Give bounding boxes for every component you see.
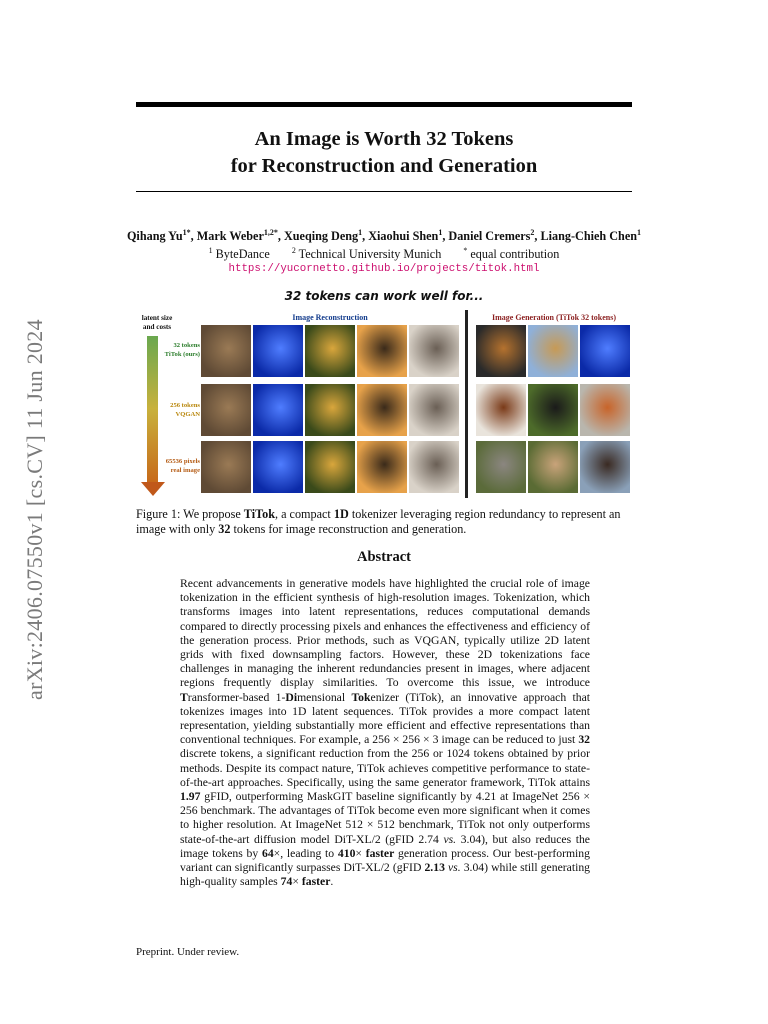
author-affiliation-mark: 1 bbox=[438, 228, 443, 237]
row-label-vqgan bbox=[142, 401, 200, 419]
abstract-emphasis: 1.97 bbox=[180, 790, 201, 804]
title-rule-bottom bbox=[136, 191, 632, 192]
abstract-text: . bbox=[330, 875, 334, 889]
affiliation-text: equal contribution bbox=[467, 247, 560, 262]
row-label-vqgan-line-2: VQGAN bbox=[175, 411, 200, 418]
author-list: Qihang $Yu^{1*}$, Mark Weber$^{1,2*}$, Xueqing Deng$^1$, Xiaohui Shen$^1$, Daniel Cremers$^2$, Liang-Chieh Chen$^1$ bbox=[126, 228, 642, 244]
project-url-link[interactable]: https://yucornetto.github.io/projects/titok.html bbox=[228, 263, 540, 275]
abstract-text: ×, leading to bbox=[273, 846, 338, 860]
caption-suffix: tokens for image reconstruction and generation. bbox=[230, 522, 467, 536]
figure-image-vintage-truck bbox=[580, 441, 630, 493]
figure-image-white-dog bbox=[409, 441, 459, 493]
row-label-vqgan-line-1: 256 tokens bbox=[170, 402, 200, 409]
abstract-emphasis: faster bbox=[301, 875, 331, 889]
abstract-emphasis: Tok bbox=[351, 690, 371, 704]
caption-mid-1: , a compact bbox=[274, 507, 334, 521]
title-rule-top bbox=[136, 102, 632, 107]
figure-image-bear bbox=[201, 325, 251, 377]
caption-count: 32 bbox=[218, 522, 231, 536]
abstract-heading: Abstract bbox=[357, 549, 411, 565]
figure-image-koala bbox=[476, 441, 526, 493]
abstract-text: 3.04) while still generating high-quality samples bbox=[180, 861, 591, 889]
author-affiliation-mark: 1,2* bbox=[263, 228, 278, 237]
figure-image-jellyfish bbox=[253, 325, 303, 377]
figure-image-sunset-beach bbox=[357, 384, 407, 436]
generation-header: Image Generation (TiTok 32 tokens) bbox=[491, 313, 616, 322]
figure-image-sunset-beach bbox=[357, 441, 407, 493]
figure-image-pineapple bbox=[305, 384, 355, 436]
abstract-emphasis: Di bbox=[285, 690, 298, 704]
author-affiliation-mark: 1 bbox=[358, 228, 363, 237]
figure-image-spaniel-dog bbox=[476, 384, 526, 436]
abstract-emphasis: faster bbox=[365, 846, 395, 860]
arxiv-sidebar-stamp: arXiv:2406.07550v1 [cs.CV] 11 Jun 2024 bbox=[22, 319, 47, 700]
figure-image-hay-bale bbox=[528, 325, 578, 377]
figure-image-bear bbox=[201, 441, 251, 493]
latent-size-line-1: latent size bbox=[141, 314, 173, 322]
figure-image-white-dog bbox=[409, 325, 459, 377]
abstract-emphasis: T bbox=[180, 690, 188, 704]
affiliation-mark: * bbox=[463, 246, 468, 255]
author-name: Daniel Cremers bbox=[448, 229, 531, 244]
title-line-2: for Reconstruction and Generation bbox=[230, 155, 538, 177]
abstract-text: discrete tokens, a significant reduction from the 256 or 1024 tokens obtained by prior methods. Despite its compact nature, TiTok achieves competitive performance to state-of-the-art approaches. Specifically, using the same generator framework, TiTok attains bbox=[180, 747, 590, 789]
figure-image-pineapple bbox=[305, 441, 355, 493]
abstract-text: × bbox=[292, 875, 302, 889]
abstract-italic: vs. bbox=[447, 861, 461, 875]
author-name: Liang-Chieh Chen bbox=[540, 229, 638, 244]
caption-mid-2: tokenizer leveraging region redundancy to represent an image with only bbox=[136, 507, 621, 536]
row-label-real-line-2: real image bbox=[170, 467, 200, 474]
row-label-real-line-1: 65536 pixels bbox=[165, 458, 200, 465]
figure-image-butterfly bbox=[528, 384, 578, 436]
author-name: Qihang Yu bbox=[126, 229, 183, 244]
affiliation-text: ByteDance bbox=[212, 247, 270, 262]
figure-image-snail bbox=[528, 441, 578, 493]
abstract-emphasis: 32 bbox=[578, 733, 590, 747]
figure-image-robin-bird bbox=[580, 384, 630, 436]
abstract-body bbox=[180, 577, 590, 889]
caption-dim: 1D bbox=[333, 507, 349, 521]
abstract-text: × bbox=[355, 846, 366, 860]
author-name: Xueqing Deng bbox=[283, 229, 359, 244]
abstract-emphasis: 64 bbox=[261, 846, 274, 860]
author-affiliation-mark: 1* bbox=[182, 228, 191, 237]
abstract-text: 3.04), but also reduces the image tokens by bbox=[180, 832, 590, 860]
figure-caption bbox=[136, 507, 636, 537]
title-line-1: An Image is Worth 32 Tokens bbox=[254, 128, 514, 150]
abstract-emphasis: 410 bbox=[337, 846, 356, 860]
row-label-titok bbox=[142, 341, 200, 359]
affiliation-text: Technical University Munich bbox=[295, 247, 442, 262]
paper-title bbox=[136, 126, 632, 180]
abstract-text: generation process. Our best-performing variant can significantly surpasses DiT-XL/2 (gFID bbox=[180, 846, 590, 875]
affiliation-mark: 1 bbox=[208, 246, 213, 255]
row-label-titok-line-2: TiTok (ours) bbox=[164, 351, 200, 358]
abstract-text: Recent advancements in generative models have highlighted the crucial role of image tokenization in the efficient synthesis of high-resolution images. Tokenization, which transforms images into latent representations, reduces computational demands compared to directly processing pixels and enhances the effectiveness and efficiency of the generation process. Prior methods, such as VQGAN, typically utilize 2D latent grids with fixed downsampling factors. However, these 2D tokenizations face challenges in managing the inherent redundancies present in images, where adjacent regions frequently display similarities. To overcome this issue, we introduce bbox=[180, 577, 590, 690]
preprint-footer: Preprint. Under review. bbox=[136, 946, 240, 958]
figure-image-burger bbox=[476, 325, 526, 377]
figure-image-jellyfish bbox=[580, 325, 630, 377]
caption-method-name: TiTok bbox=[243, 507, 275, 521]
figure-image-white-dog bbox=[409, 384, 459, 436]
figure-image-pineapple bbox=[305, 325, 355, 377]
abstract-italic: vs. bbox=[443, 832, 457, 846]
affiliation-list bbox=[136, 246, 632, 262]
figure-image-jellyfish bbox=[253, 441, 303, 493]
author-name: Mark Weber bbox=[196, 229, 264, 244]
figure-tagline: 32 tokens can work well for... bbox=[284, 289, 484, 303]
abstract-text: enizer (TiTok), an innovative approach that tokenizes images into 1D latent sequences. TiTok provides a more compact latent representation, yielding substantially more efficient and effective representations than conventional techniques. For example, a 256 × 256 × 3 image can be reduced to just bbox=[180, 690, 591, 747]
latent-size-line-2: and costs bbox=[142, 323, 172, 331]
affiliation-mark: 2 bbox=[291, 246, 296, 255]
reconstruction-header: Image Reconstruction bbox=[292, 313, 368, 322]
author-affiliation-mark: 2 bbox=[530, 228, 535, 237]
abstract-emphasis: 74 bbox=[280, 875, 293, 889]
figure-divider bbox=[465, 310, 468, 498]
author-name: Xiaohui Shen bbox=[368, 229, 439, 244]
cost-arrow-head bbox=[141, 482, 165, 496]
abstract-emphasis: 2.13 bbox=[424, 861, 445, 875]
figure-image-bear bbox=[201, 384, 251, 436]
figure-image-jellyfish bbox=[253, 384, 303, 436]
abstract-text: gFID, outperforming MaskGIT baseline significantly by 4.21 at ImageNet 256 × 256 benchmark. The advantages of TiTok become even more significant when it comes to higher resolution. At ImageNet 512 × 512 benchmark, TiTok not only outperforms state-of-the-art diffusion model DiT-XL/2 (gFID 2.74 bbox=[180, 790, 590, 846]
figure-image-sunset-beach bbox=[357, 325, 407, 377]
row-label-real bbox=[142, 457, 200, 475]
author-affiliation-mark: 1 bbox=[637, 228, 642, 237]
latent-size-label bbox=[128, 314, 186, 332]
abstract-text: ransformer-based 1- bbox=[187, 690, 286, 704]
abstract-text: mensional bbox=[297, 690, 352, 704]
caption-prefix: Figure 1: We propose bbox=[136, 507, 244, 521]
row-label-titok-line-1: 32 tokens bbox=[173, 342, 200, 349]
